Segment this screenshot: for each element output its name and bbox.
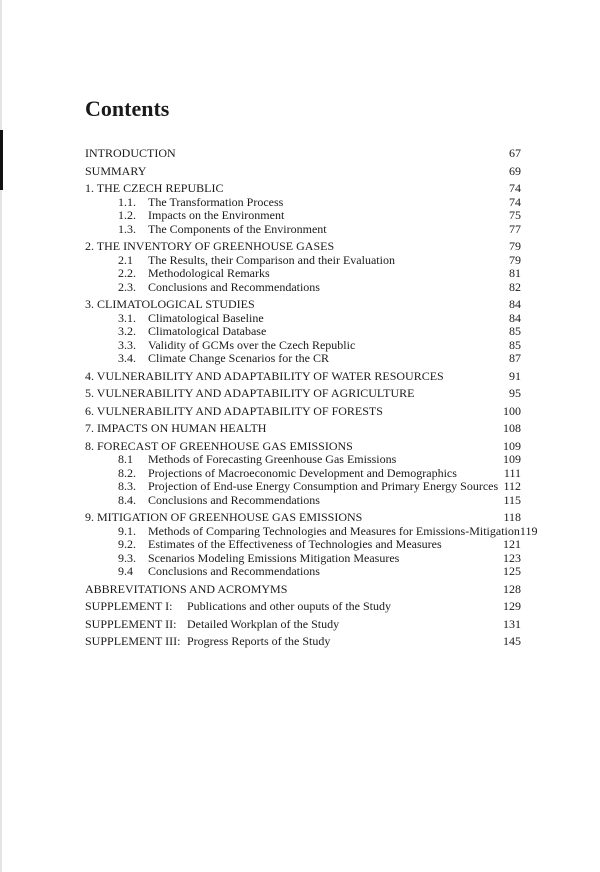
toc-entry [85,523,538,539]
toc-entry [85,182,521,196]
section-title: Detailed Workplan of the Study [187,616,340,631]
toc-entry [85,583,521,597]
table-of-contents [85,143,538,649]
section-title: Methods of Forecasting Greenhouse Gas Emissions [148,452,397,466]
page-number: 125 [503,564,521,578]
toc-entry [85,635,521,649]
section-title: The Results, their Comparison and their Evaluation [148,252,395,267]
toc-entry-title [85,267,481,281]
section-number: 2.3. [118,279,136,294]
section-title: Methods of Comparing Technologies and Measures for Emissions-Mitigation [148,523,520,538]
page-number: 123 [503,550,521,565]
toc-entry-title [85,147,481,161]
toc-entry-title [85,525,520,539]
toc-entry [85,298,521,312]
section-title: ABBREVITATIONS AND ACROMYMS [85,581,288,596]
page-number: 109 [503,452,521,466]
toc-entry [85,600,521,614]
toc-entry [85,267,521,281]
page-number: 81 [509,266,521,280]
section-title: Climatological Database [148,324,267,338]
page-number: 67 [509,146,521,160]
toc-entry [85,312,521,326]
page-number: 128 [503,581,521,596]
toc-entry [85,565,521,579]
page-number: 69 [509,163,521,178]
section-number: 1.2. [118,208,136,222]
section-number: 9.1. [118,523,136,538]
toc-entry [85,494,521,508]
toc-entry-title [85,298,481,312]
page-number: 84 [509,310,521,325]
page-number: 112 [503,479,521,493]
section-title: 4. VULNERABILITY AND ADAPTABILITY OF WATER RESOURCES [85,368,444,383]
section-title: Climate Change Scenarios for the CR [148,351,329,365]
section-number: 2.2. [118,266,136,280]
section-number: 8.4. [118,492,136,507]
section-number: 8.2. [118,465,136,480]
page-number: 121 [503,537,521,551]
section-title: Publications and other ouputs of the Study [187,599,391,613]
section-number: 3.2. [118,324,136,338]
section-title: Scenarios Modeling Emissions Mitigation Measures [148,550,400,565]
section-title: Projection of End-use Energy Consumption and Primary Energy Sources [148,479,499,493]
toc-entry [85,511,521,525]
toc-entry [85,480,521,494]
supplement-label: SUPPLEMENT II: [85,616,177,631]
section-number: 2.1 [118,252,133,267]
toc-entry [85,281,521,295]
section-number: 1.3. [118,221,136,236]
page-title: Contents [85,96,170,121]
page-number: 74 [509,181,521,195]
toc-entry [85,422,521,436]
toc-entry [85,209,521,223]
page-number: 82 [509,279,521,294]
toc-entry [85,147,521,161]
section-title: Conclusions and Recommendations [148,492,320,507]
toc-entry-title [85,281,481,295]
section-title: Conclusions and Recommendations [148,279,320,294]
page-number: 91 [509,368,521,383]
section-title: 5. VULNERABILITY AND ADAPTABILITY OF AGRICULTURE [85,386,415,400]
page-number: 79 [509,239,521,253]
section-title: INTRODUCTION [85,146,176,160]
page-number: 119 [519,523,538,538]
toc-entry [85,618,521,632]
toc-entry-title [85,325,481,339]
toc-entry-title [85,182,481,196]
toc-entry-title [85,511,481,525]
toc-entry-title [85,565,481,579]
section-number: 1.1. [118,194,136,209]
toc-entry-title [85,583,481,597]
section-title: 3. CLIMATOLOGICAL STUDIES [85,297,255,311]
toc-entry-title [85,635,481,649]
supplement-label: SUPPLEMENT III: [85,634,181,648]
toc-entry-title [85,494,481,508]
section-title: Methodological Remarks [148,266,270,280]
toc-entry-title [85,440,481,454]
toc-entry-title [85,209,481,223]
page-number: 118 [503,510,521,524]
toc-entry [85,240,521,254]
toc-entry-title [85,339,481,353]
toc-entry-title [85,618,481,632]
toc-entry-title [85,370,481,384]
toc-entry-title [85,552,481,566]
toc-entry [85,325,521,339]
toc-entry-title [85,254,481,268]
toc-entry [85,254,521,268]
toc-entry-title [85,240,481,254]
section-title: SUMMARY [85,163,147,178]
toc-entry-title [85,387,481,401]
toc-entry-title [85,312,481,326]
toc-entry-title [85,422,481,436]
toc-entry [85,165,521,179]
page-number: 75 [509,208,521,222]
page-number: 87 [509,351,521,365]
section-number: 9.3. [118,550,136,565]
section-title: Estimates of the Effectiveness of Technologies and Measures [148,537,442,551]
supplement-label: SUPPLEMENT I: [85,599,173,613]
section-title: Projections of Macroeconomic Development and Demographics [148,465,457,480]
section-number: 8.3. [118,479,136,493]
toc-entry-title [85,467,481,481]
page-number: 145 [503,634,521,648]
toc-entry [85,339,521,353]
section-number: 3.4. [118,351,136,365]
section-title: Progress Reports of the Study [187,634,331,648]
page-number: 85 [509,337,521,352]
page-number: 131 [503,616,521,631]
section-title: 7. IMPACTS ON HUMAN HEALTH [85,421,267,435]
section-title: 8. FORECAST OF GREENHOUSE GAS EMISSIONS [85,438,353,453]
toc-entry-title [85,405,481,419]
section-title: Impacts on the Environment [148,208,285,222]
page-number: 74 [509,194,521,209]
page-number: 111 [503,465,521,480]
toc-entry-title [85,196,481,210]
scan-mark [0,130,3,190]
section-number: 8.1 [118,452,133,466]
toc-entry-title [85,600,481,614]
toc-entry-title [85,480,498,494]
toc-entry-title [85,165,481,179]
section-title: Validity of GCMs over the Czech Republic [148,337,356,352]
page-number: 85 [509,324,521,338]
section-number: 3.1. [118,310,136,325]
toc-entry [85,467,521,481]
section-title: 2. THE INVENTORY OF GREENHOUSE GASES [85,239,335,253]
section-number: 9.2. [118,537,136,551]
section-title: The Transformation Process [148,194,284,209]
toc-entry-title [85,352,481,366]
toc-entry [85,453,521,467]
section-title: 1. THE CZECH REPUBLIC [85,181,224,195]
toc-entry [85,538,521,552]
toc-entry-title [85,223,481,237]
toc-entry [85,405,521,419]
toc-entry [85,440,521,454]
page-number: 108 [503,421,521,435]
page-number: 77 [509,221,521,236]
page-number: 95 [509,386,521,400]
page-number: 79 [509,252,521,267]
toc-entry-title [85,453,481,467]
section-title: Conclusions and Recommendations [148,564,320,578]
page-number: 115 [503,492,521,507]
page-number: 100 [503,403,521,418]
page-number: 109 [503,438,521,453]
toc-entry [85,370,521,384]
page-number: 84 [509,297,521,311]
page-number: 129 [503,599,521,613]
section-number: 3.3. [118,337,136,352]
section-title: Climatological Baseline [148,310,264,325]
toc-entry [85,352,521,366]
section-title: 9. MITIGATION OF GREENHOUSE GAS EMISSIONS [85,510,363,524]
toc-entry [85,387,521,401]
toc-entry [85,196,521,210]
toc-entry-title [85,538,481,552]
section-title: The Components of the Environment [148,221,327,236]
section-number: 9.4 [118,564,133,578]
section-title: 6. VULNERABILITY AND ADAPTABILITY OF FORESTS [85,403,383,418]
toc-entry [85,552,521,566]
toc-entry [85,223,521,237]
